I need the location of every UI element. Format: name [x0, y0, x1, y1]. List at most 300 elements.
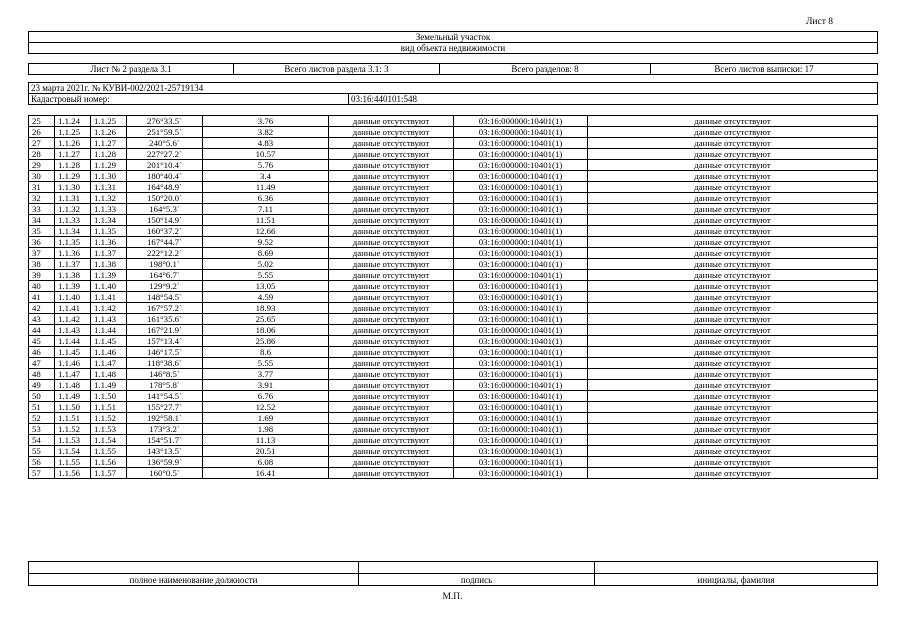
direction-angle-cell: 143°13.5` — [127, 446, 203, 457]
length-cell: 4.59 — [203, 292, 329, 303]
start-point-cell: 1.1.29 — [55, 171, 91, 182]
length-cell: 20.51 — [203, 446, 329, 457]
cadastral-ref-cell: 03:16:000000:10401(1) — [454, 391, 588, 402]
description-cell: данные отсутствуют — [329, 292, 454, 303]
length-cell: 12.52 — [203, 402, 329, 413]
notes-cell: данные отсутствуют — [588, 468, 878, 479]
table-row — [29, 391, 878, 402]
notes-cell: данные отсутствуют — [588, 138, 878, 149]
length-cell: 16.41 — [203, 468, 329, 479]
end-point-cell: 1.1.45 — [91, 336, 127, 347]
row-number-cell: 48 — [29, 369, 55, 380]
direction-angle-cell: 118°38.6` — [127, 358, 203, 369]
cadastral-ref-cell: 03:16:000000:10401(1) — [454, 237, 588, 248]
start-point-cell: 1.1.35 — [55, 237, 91, 248]
notes-cell: данные отсутствуют — [588, 259, 878, 270]
description-cell: данные отсутствуют — [329, 171, 454, 182]
direction-angle-cell: 136°59.9` — [127, 457, 203, 468]
end-point-cell: 1.1.54 — [91, 435, 127, 446]
cadastral-ref-cell: 03:16:000000:10401(1) — [454, 435, 588, 446]
row-number-cell: 40 — [29, 281, 55, 292]
table-row — [29, 402, 878, 413]
row-number-cell: 51 — [29, 402, 55, 413]
end-point-cell: 1.1.26 — [91, 127, 127, 138]
start-point-cell: 1.1.27 — [55, 149, 91, 160]
name-caption: инициалы, фамилия — [595, 574, 878, 586]
length-cell: 7.11 — [203, 204, 329, 215]
direction-angle-cell: 173°3.2` — [127, 424, 203, 435]
description-cell: данные отсутствуют — [329, 215, 454, 226]
length-cell: 5.76 — [203, 160, 329, 171]
start-point-cell: 1.1.32 — [55, 204, 91, 215]
length-cell: 5.55 — [203, 358, 329, 369]
cadastral-ref-cell: 03:16:000000:10401(1) — [454, 314, 588, 325]
notes-cell: данные отсутствуют — [588, 314, 878, 325]
start-point-cell: 1.1.44 — [55, 336, 91, 347]
direction-angle-cell: 154°51.7` — [127, 435, 203, 446]
description-cell: данные отсутствуют — [329, 314, 454, 325]
cadastral-ref-cell: 03:16:000000:10401(1) — [454, 138, 588, 149]
direction-angle-cell: 146°8.5` — [127, 369, 203, 380]
direction-angle-cell: 150°20.0` — [127, 193, 203, 204]
start-point-cell: 1.1.42 — [55, 314, 91, 325]
end-point-cell: 1.1.41 — [91, 292, 127, 303]
direction-angle-cell: 167°44.7` — [127, 237, 203, 248]
cadastral-ref-cell: 03:16:000000:10401(1) — [454, 149, 588, 160]
direction-angle-cell: 146°17.5` — [127, 347, 203, 358]
end-point-cell: 1.1.52 — [91, 413, 127, 424]
table-row — [29, 314, 878, 325]
notes-cell: данные отсутствуют — [588, 281, 878, 292]
notes-cell: данные отсутствуют — [588, 193, 878, 204]
row-number-cell: 36 — [29, 237, 55, 248]
cadastral-ref-cell: 03:16:000000:10401(1) — [454, 292, 588, 303]
end-point-cell: 1.1.56 — [91, 457, 127, 468]
end-point-cell: 1.1.39 — [91, 270, 127, 281]
length-cell: 25.65 — [203, 314, 329, 325]
sheet-number: Лист 8 — [805, 17, 833, 27]
end-point-cell: 1.1.44 — [91, 325, 127, 336]
total-sections: Всего разделов: 8 — [440, 64, 651, 75]
end-point-cell: 1.1.35 — [91, 226, 127, 237]
cadastral-ref-cell: 03:16:000000:10401(1) — [454, 457, 588, 468]
notes-cell: данные отсутствуют — [588, 413, 878, 424]
notes-cell: данные отсутствуют — [588, 127, 878, 138]
table-row — [29, 259, 878, 270]
direction-angle-cell: 240°5.6` — [127, 138, 203, 149]
notes-cell: данные отсутствуют — [588, 226, 878, 237]
object-title: Земельный участок — [29, 32, 878, 43]
notes-cell: данные отсутствуют — [588, 347, 878, 358]
length-cell: 6.08 — [203, 457, 329, 468]
cadastral-ref-cell: 03:16:000000:10401(1) — [454, 204, 588, 215]
start-point-cell: 1.1.45 — [55, 347, 91, 358]
end-point-cell: 1.1.47 — [91, 358, 127, 369]
end-point-cell: 1.1.38 — [91, 259, 127, 270]
date-number: 23 марта 2021г. № КУВИ-002/2021-25719134 — [29, 83, 878, 94]
length-cell: 1.98 — [203, 424, 329, 435]
cadastral-ref-cell: 03:16:000000:10401(1) — [454, 347, 588, 358]
name-field — [595, 562, 878, 574]
object-kind: вид объекта недвижимости — [29, 43, 878, 54]
description-cell: данные отсутствуют — [329, 446, 454, 457]
row-number-cell: 32 — [29, 193, 55, 204]
row-number-cell: 45 — [29, 336, 55, 347]
start-point-cell: 1.1.37 — [55, 259, 91, 270]
description-cell: данные отсутствуют — [329, 281, 454, 292]
boundary-table — [28, 115, 878, 479]
cadastral-ref-cell: 03:16:000000:10401(1) — [454, 160, 588, 171]
description-cell: данные отсутствуют — [329, 259, 454, 270]
length-cell: 10.57 — [203, 149, 329, 160]
table-row — [29, 237, 878, 248]
row-number-cell: 52 — [29, 413, 55, 424]
table-row — [29, 138, 878, 149]
length-cell: 3.82 — [203, 127, 329, 138]
direction-angle-cell: 150°14.9` — [127, 215, 203, 226]
cadastral-ref-cell: 03:16:000000:10401(1) — [454, 446, 588, 457]
cadastral-ref-cell: 03:16:000000:10401(1) — [454, 336, 588, 347]
row-number-cell: 56 — [29, 457, 55, 468]
direction-angle-cell: 227°27.2` — [127, 149, 203, 160]
cadastral-ref-cell: 03:16:000000:10401(1) — [454, 413, 588, 424]
row-number-cell: 50 — [29, 391, 55, 402]
length-cell: 8.69 — [203, 248, 329, 259]
row-number-cell: 57 — [29, 468, 55, 479]
direction-angle-cell: 167°21.9` — [127, 325, 203, 336]
description-cell: данные отсутствуют — [329, 270, 454, 281]
description-cell: данные отсутствуют — [329, 149, 454, 160]
cadastral-ref-cell: 03:16:000000:10401(1) — [454, 215, 588, 226]
direction-angle-cell: 155°27.7` — [127, 402, 203, 413]
description-cell: данные отсутствуют — [329, 391, 454, 402]
notes-cell: данные отсутствуют — [588, 369, 878, 380]
length-cell: 12.66 — [203, 226, 329, 237]
end-point-cell: 1.1.57 — [91, 468, 127, 479]
notes-cell: данные отсутствуют — [588, 237, 878, 248]
row-number-cell: 42 — [29, 303, 55, 314]
direction-angle-cell: 160°0.5` — [127, 468, 203, 479]
length-cell: 9.52 — [203, 237, 329, 248]
table-row — [29, 424, 878, 435]
direction-angle-cell: 222°12.2` — [127, 248, 203, 259]
row-number-cell: 29 — [29, 160, 55, 171]
description-cell: данные отсутствуют — [329, 336, 454, 347]
description-cell: данные отсутствуют — [329, 182, 454, 193]
cadastral-ref-cell: 03:16:000000:10401(1) — [454, 424, 588, 435]
end-point-cell: 1.1.28 — [91, 149, 127, 160]
direction-angle-cell: 160°37.2` — [127, 226, 203, 237]
end-point-cell: 1.1.34 — [91, 215, 127, 226]
signature-caption: подпись — [359, 574, 595, 586]
total-section-sheets: Всего листов раздела 3.1: 3 — [234, 64, 440, 75]
length-cell: 5.02 — [203, 259, 329, 270]
direction-angle-cell: 167°57.2` — [127, 303, 203, 314]
notes-cell: данные отсутствуют — [588, 424, 878, 435]
start-point-cell: 1.1.26 — [55, 138, 91, 149]
table-row — [29, 248, 878, 259]
start-point-cell: 1.1.55 — [55, 457, 91, 468]
description-cell: данные отсутствуют — [329, 325, 454, 336]
cadastral-ref-cell: 03:16:000000:10401(1) — [454, 226, 588, 237]
length-cell: 18.93 — [203, 303, 329, 314]
direction-angle-cell: 164°5.3` — [127, 204, 203, 215]
row-number-cell: 44 — [29, 325, 55, 336]
notes-cell: данные отсутствуют — [588, 457, 878, 468]
end-point-cell: 1.1.53 — [91, 424, 127, 435]
end-point-cell: 1.1.33 — [91, 204, 127, 215]
description-cell: данные отсутствуют — [329, 138, 454, 149]
start-point-cell: 1.1.51 — [55, 413, 91, 424]
table-row — [29, 204, 878, 215]
signature-block — [28, 561, 878, 586]
end-point-cell: 1.1.48 — [91, 369, 127, 380]
row-number-cell: 37 — [29, 248, 55, 259]
direction-angle-cell: 178°5.8` — [127, 380, 203, 391]
cadastral-ref-cell: 03:16:000000:10401(1) — [454, 193, 588, 204]
direction-angle-cell: 164°6.7` — [127, 270, 203, 281]
table-row — [29, 358, 878, 369]
notes-cell: данные отсутствуют — [588, 171, 878, 182]
table-row — [29, 413, 878, 424]
table-row — [29, 149, 878, 160]
description-cell: данные отсутствуют — [329, 413, 454, 424]
description-cell: данные отсутствуют — [329, 237, 454, 248]
direction-angle-cell: 141°54.5` — [127, 391, 203, 402]
direction-angle-cell: 276°33.5` — [127, 116, 203, 127]
direction-angle-cell: 129°9.2` — [127, 281, 203, 292]
start-point-cell: 1.1.56 — [55, 468, 91, 479]
notes-cell: данные отсутствуют — [588, 270, 878, 281]
sheet-section: Лист № 2 раздела 3.1 — [29, 64, 234, 75]
cadastral-ref-cell: 03:16:000000:10401(1) — [454, 116, 588, 127]
end-point-cell: 1.1.36 — [91, 237, 127, 248]
table-row — [29, 281, 878, 292]
description-cell: данные отсутствуют — [329, 160, 454, 171]
cadastral-ref-cell: 03:16:000000:10401(1) — [454, 303, 588, 314]
description-cell: данные отсутствуют — [329, 468, 454, 479]
table-row — [29, 160, 878, 171]
start-point-cell: 1.1.50 — [55, 402, 91, 413]
notes-cell: данные отсутствуют — [588, 215, 878, 226]
description-cell: данные отсутствуют — [329, 457, 454, 468]
row-number-cell: 46 — [29, 347, 55, 358]
start-point-cell: 1.1.46 — [55, 358, 91, 369]
start-point-cell: 1.1.25 — [55, 127, 91, 138]
row-number-cell: 27 — [29, 138, 55, 149]
length-cell: 3.91 — [203, 380, 329, 391]
notes-cell: данные отсутствуют — [588, 380, 878, 391]
row-number-cell: 41 — [29, 292, 55, 303]
end-point-cell: 1.1.27 — [91, 138, 127, 149]
table-row — [29, 270, 878, 281]
description-cell: данные отсутствуют — [329, 380, 454, 391]
start-point-cell: 1.1.31 — [55, 193, 91, 204]
start-point-cell: 1.1.34 — [55, 226, 91, 237]
section-info — [28, 63, 878, 75]
direction-angle-cell: 161°35.6` — [127, 314, 203, 325]
direction-angle-cell: 157°13.4` — [127, 336, 203, 347]
start-point-cell: 1.1.54 — [55, 446, 91, 457]
cadastral-ref-cell: 03:16:000000:10401(1) — [454, 281, 588, 292]
notes-cell: данные отсутствуют — [588, 358, 878, 369]
end-point-cell: 1.1.55 — [91, 446, 127, 457]
table-row — [29, 325, 878, 336]
row-number-cell: 53 — [29, 424, 55, 435]
row-number-cell: 31 — [29, 182, 55, 193]
length-cell: 11.13 — [203, 435, 329, 446]
stamp-label: М.П. — [442, 592, 463, 602]
table-row — [29, 347, 878, 358]
description-cell: данные отсутствуют — [329, 303, 454, 314]
notes-cell: данные отсутствуют — [588, 402, 878, 413]
extract-meta — [28, 82, 878, 105]
direction-angle-cell: 198°0.1` — [127, 259, 203, 270]
notes-cell: данные отсутствуют — [588, 336, 878, 347]
notes-cell: данные отсутствуют — [588, 204, 878, 215]
direction-angle-cell: 201°10.4` — [127, 160, 203, 171]
notes-cell: данные отсутствуют — [588, 182, 878, 193]
description-cell: данные отсутствуют — [329, 402, 454, 413]
cadastral-ref-cell: 03:16:000000:10401(1) — [454, 369, 588, 380]
description-cell: данные отсутствуют — [329, 369, 454, 380]
end-point-cell: 1.1.46 — [91, 347, 127, 358]
table-row — [29, 457, 878, 468]
cadastral-ref-cell: 03:16:000000:10401(1) — [454, 259, 588, 270]
description-cell: данные отсутствуют — [329, 358, 454, 369]
start-point-cell: 1.1.49 — [55, 391, 91, 402]
length-cell: 6.76 — [203, 391, 329, 402]
cadastral-value: 03:16:440101:548 — [349, 94, 878, 105]
notes-cell: данные отсутствуют — [588, 391, 878, 402]
start-point-cell: 1.1.39 — [55, 281, 91, 292]
signature-field — [359, 562, 595, 574]
direction-angle-cell: 192°58.1` — [127, 413, 203, 424]
row-number-cell: 34 — [29, 215, 55, 226]
end-point-cell: 1.1.31 — [91, 182, 127, 193]
table-row — [29, 127, 878, 138]
end-point-cell: 1.1.42 — [91, 303, 127, 314]
start-point-cell: 1.1.40 — [55, 292, 91, 303]
length-cell: 25.86 — [203, 336, 329, 347]
length-cell: 18.06 — [203, 325, 329, 336]
description-cell: данные отсутствуют — [329, 226, 454, 237]
cadastral-ref-cell: 03:16:000000:10401(1) — [454, 325, 588, 336]
start-point-cell: 1.1.38 — [55, 270, 91, 281]
direction-angle-cell: 148°54.5` — [127, 292, 203, 303]
row-number-cell: 55 — [29, 446, 55, 457]
notes-cell: данные отсутствуют — [588, 149, 878, 160]
length-cell: 1.69 — [203, 413, 329, 424]
table-row — [29, 171, 878, 182]
table-row — [29, 215, 878, 226]
table-row — [29, 336, 878, 347]
table-row — [29, 369, 878, 380]
table-row — [29, 292, 878, 303]
length-cell: 5.55 — [203, 270, 329, 281]
notes-cell: данные отсутствуют — [588, 248, 878, 259]
description-cell: данные отсутствуют — [329, 193, 454, 204]
row-number-cell: 38 — [29, 259, 55, 270]
cadastral-ref-cell: 03:16:000000:10401(1) — [454, 270, 588, 281]
table-row — [29, 193, 878, 204]
table-row — [29, 446, 878, 457]
table-row — [29, 380, 878, 391]
cadastral-ref-cell: 03:16:000000:10401(1) — [454, 171, 588, 182]
row-number-cell: 35 — [29, 226, 55, 237]
description-cell: данные отсутствуют — [329, 347, 454, 358]
notes-cell: данные отсутствуют — [588, 303, 878, 314]
length-cell: 3.77 — [203, 369, 329, 380]
end-point-cell: 1.1.50 — [91, 391, 127, 402]
length-cell: 11.51 — [203, 215, 329, 226]
start-point-cell: 1.1.53 — [55, 435, 91, 446]
cadastral-ref-cell: 03:16:000000:10401(1) — [454, 402, 588, 413]
notes-cell: данные отсутствуют — [588, 292, 878, 303]
length-cell: 11.49 — [203, 182, 329, 193]
end-point-cell: 1.1.43 — [91, 314, 127, 325]
length-cell: 3.4 — [203, 171, 329, 182]
row-number-cell: 26 — [29, 127, 55, 138]
end-point-cell: 1.1.29 — [91, 160, 127, 171]
notes-cell: данные отсутствуют — [588, 116, 878, 127]
cadastral-ref-cell: 03:16:000000:10401(1) — [454, 248, 588, 259]
end-point-cell: 1.1.37 — [91, 248, 127, 259]
cadastral-ref-cell: 03:16:000000:10401(1) — [454, 468, 588, 479]
table-row — [29, 468, 878, 479]
start-point-cell: 1.1.47 — [55, 369, 91, 380]
start-point-cell: 1.1.43 — [55, 325, 91, 336]
table-row — [29, 226, 878, 237]
table-row — [29, 303, 878, 314]
cadastral-label: Кадастровый номер: — [29, 94, 349, 105]
description-cell: данные отсутствуют — [329, 435, 454, 446]
start-point-cell: 1.1.28 — [55, 160, 91, 171]
description-cell: данные отсутствуют — [329, 424, 454, 435]
start-point-cell: 1.1.30 — [55, 182, 91, 193]
end-point-cell: 1.1.40 — [91, 281, 127, 292]
length-cell: 13.05 — [203, 281, 329, 292]
cadastral-ref-cell: 03:16:000000:10401(1) — [454, 358, 588, 369]
table-row — [29, 182, 878, 193]
row-number-cell: 47 — [29, 358, 55, 369]
position-caption: полное наименование должности — [29, 574, 359, 586]
total-extract-sheets: Всего листов выписки: 17 — [651, 64, 878, 75]
table-row — [29, 116, 878, 127]
cadastral-ref-cell: 03:16:000000:10401(1) — [454, 127, 588, 138]
row-number-cell: 54 — [29, 435, 55, 446]
notes-cell: данные отсутствуют — [588, 325, 878, 336]
position-field — [29, 562, 359, 574]
start-point-cell: 1.1.52 — [55, 424, 91, 435]
description-cell: данные отсутствуют — [329, 204, 454, 215]
end-point-cell: 1.1.25 — [91, 116, 127, 127]
row-number-cell: 49 — [29, 380, 55, 391]
length-cell: 4.83 — [203, 138, 329, 149]
description-cell: данные отсутствуют — [329, 116, 454, 127]
end-point-cell: 1.1.51 — [91, 402, 127, 413]
start-point-cell: 1.1.41 — [55, 303, 91, 314]
length-cell: 6.36 — [203, 193, 329, 204]
length-cell: 8.6 — [203, 347, 329, 358]
cadastral-ref-cell: 03:16:000000:10401(1) — [454, 182, 588, 193]
notes-cell: данные отсутствуют — [588, 160, 878, 171]
direction-angle-cell: 164°48.9` — [127, 182, 203, 193]
length-cell: 3.76 — [203, 116, 329, 127]
row-number-cell: 33 — [29, 204, 55, 215]
start-point-cell: 1.1.24 — [55, 116, 91, 127]
direction-angle-cell: 251°59.5` — [127, 127, 203, 138]
